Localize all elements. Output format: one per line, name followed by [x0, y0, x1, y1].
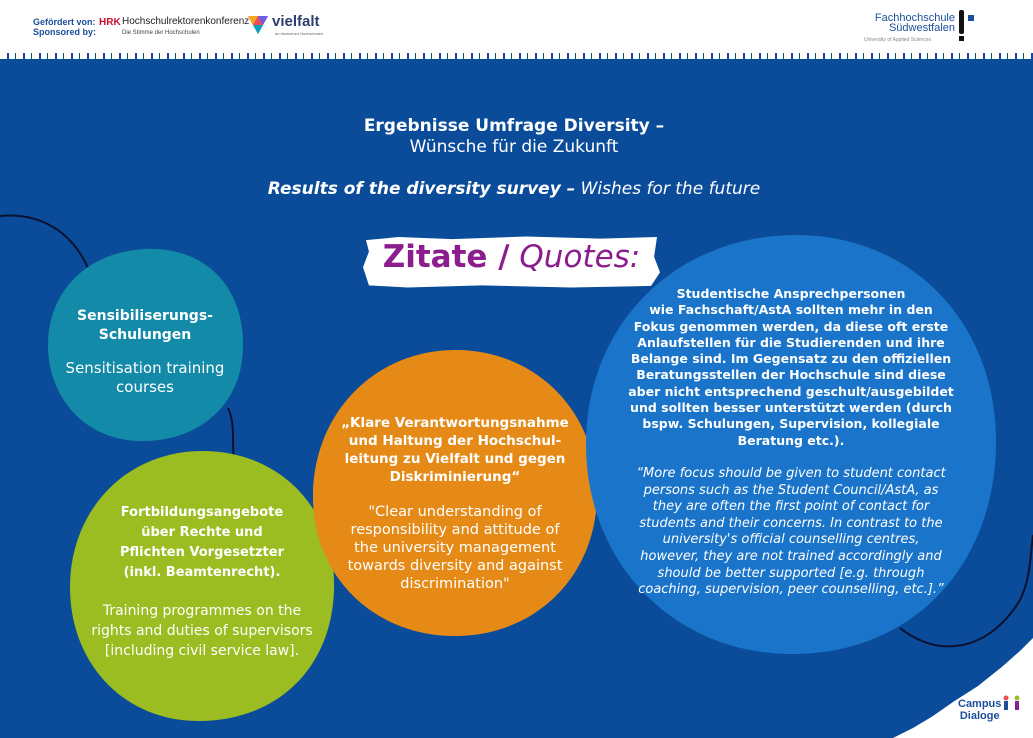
leadership-quote-de-line: und Haltung der Hochschul- — [348, 433, 562, 449]
sponsor-label-de: Gefördert von: — [33, 17, 96, 27]
sensitisation-english — [46, 359, 244, 397]
student-quote-de-line: wie Fachschaft/AstA sollten mehr in den — [649, 302, 933, 318]
title-de: Wünsche für die Zukunft — [409, 137, 619, 157]
fh-name-line2: Südwestfalen — [888, 22, 955, 34]
vielfalt-name: vielfalt — [272, 13, 320, 30]
student-quote-en-line: university's official counselling centres, — [662, 532, 920, 548]
hrk-subtitle: Die Stimme der Hochschulen — [122, 30, 200, 36]
student-quote-de — [582, 286, 1000, 449]
title-en-bold: Results of the diversity survey – — [267, 179, 576, 199]
student-quote-en-line: should be better supported [e.g. through — [657, 565, 925, 581]
student-quote-de-line: aber nicht entsprechend geschult/ausgebildet — [628, 383, 954, 399]
people-icon — [1001, 695, 1023, 711]
student-quote-de-line: bspw. Schulungen, Supervision, kollegiale — [642, 416, 940, 432]
leadership-quote-en-line: responsibility and attitude of — [350, 522, 560, 538]
sensitisation-title-line: Schulungen — [98, 327, 192, 343]
title-de-bold: Ergebnisse Umfrage Diversity – — [363, 116, 665, 136]
sensitisation-title — [46, 307, 244, 345]
student-quote-de-line: Anlaufstellen für die Studierenden und ihre — [637, 334, 945, 350]
campus-dialoge-line: Campus — [958, 698, 1002, 710]
title-en — [0, 179, 1028, 199]
student-quote-de-line: Belange sind. Im Gegensatz zu den offiziellen — [630, 351, 952, 367]
training-english — [66, 601, 338, 661]
student-quote-de-line: Beratungsstellen der Hochschule sind diese — [636, 367, 946, 383]
student-quote-en-line: students and their concerns. In contrast to the — [639, 515, 943, 531]
student-quote-en — [582, 466, 1000, 599]
vielfalt-subtitle: an deutschen Hochschulen — [275, 31, 324, 36]
quotes-heading-en: Quotes: — [519, 239, 641, 275]
sensitisation-english-line: Sensitisation training — [65, 359, 225, 377]
student-quote-en-line: coaching, supervision, peer counselling, etc.].” — [638, 582, 944, 598]
sensitisation-english-line: courses — [116, 378, 174, 396]
training-title-line: Pflichten Vorgesetzter — [120, 545, 284, 560]
campus-dialoge-line: Dialoge — [959, 710, 1000, 722]
student-quote-en-line: “More focus should be given to student contact — [636, 465, 946, 481]
leadership-quote-en-line: towards diversity and against — [347, 558, 563, 574]
student-quote-en-line: however, they are not trained accordingly and — [640, 548, 942, 564]
leadership-quote-de-line: leitung zu Vielfalt und gegen — [344, 451, 566, 467]
student-contacts-text — [582, 286, 1000, 599]
campus-dialoge-logo — [958, 698, 1001, 722]
student-quote-de-line: Studentische Ansprechpersonen — [676, 286, 906, 301]
sensitisation-title-line: Sensibiliserungs- — [77, 308, 213, 324]
sensitisation-text — [46, 307, 244, 397]
leadership-quote-de — [309, 414, 601, 486]
training-text — [66, 503, 338, 661]
title-en-italic: Wishes for the future — [580, 179, 761, 199]
leadership-quote-en-line: the university management — [354, 540, 556, 556]
student-quote-en-line: they are often the first point of contact for — [652, 499, 930, 515]
student-quote-en-line: persons such as the Student Council/AstA, as — [643, 482, 939, 498]
training-english-line: rights and duties of supervisors — [91, 623, 313, 639]
footer-corner-shape — [893, 638, 1033, 738]
hrk-name: Hochschulrektorenkonferenz — [122, 16, 250, 27]
leadership-text — [309, 414, 601, 593]
fh-subtitle: University of Applied Sciences — [864, 37, 931, 43]
fh-name-line1: Fachhochschule — [874, 12, 955, 24]
leadership-quote-en — [309, 503, 601, 593]
leadership-quote-en-line: discrimination" — [400, 576, 510, 592]
student-quote-de-line: Beratung etc.). — [737, 432, 845, 448]
training-title-line: über Rechte und — [141, 525, 263, 540]
training-english-line: [including civil service law]. — [104, 643, 300, 659]
hrk-logo: HRK — [99, 17, 121, 28]
quotes-heading-de: Zitate / — [382, 239, 510, 275]
training-title-line: Fortbildungsangebote — [120, 505, 284, 520]
training-title-line: (inkl. Beamtenrecht). — [123, 565, 281, 580]
leadership-quote-de-line: Diskriminierung“ — [389, 469, 521, 485]
leadership-quote-de-line: „Klare Verantwortungsnahme — [341, 415, 569, 431]
leadership-quote-en-line: "Clear understanding of — [368, 504, 542, 520]
student-quote-de-line: Fokus genommen werden, da diese oft erste — [633, 318, 949, 334]
training-title — [66, 503, 338, 583]
student-quote-de-line: und sollten besser unterstützt werden (durch — [630, 400, 952, 416]
training-english-line: Training programmes on the — [102, 603, 302, 619]
sponsor-label-en: Sponsored by: — [33, 27, 97, 37]
